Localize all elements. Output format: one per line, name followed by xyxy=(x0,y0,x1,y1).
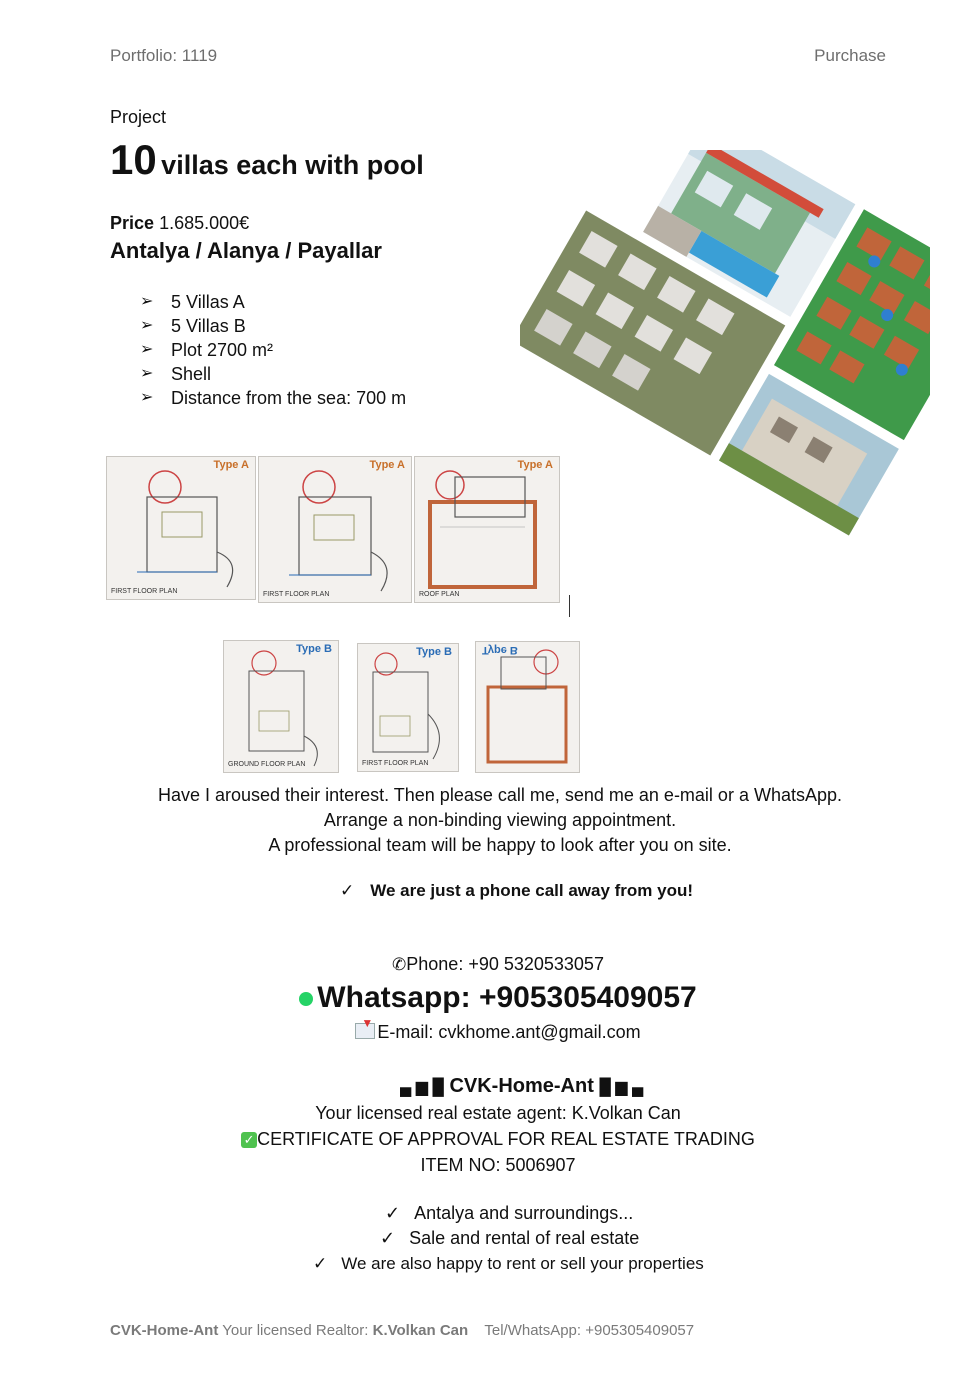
email-text[interactable]: E-mail: cvkhome.ant@gmail.com xyxy=(377,1022,641,1042)
email-icon: ▼ xyxy=(355,1023,375,1039)
plan-floor-label: ROOF PLAN xyxy=(419,591,460,598)
checkmark-icon: ✓ xyxy=(385,1203,401,1223)
arrow-bullet-icon: ➢ xyxy=(140,293,154,310)
interest-line-2: Arrange a non-binding viewing appointment. xyxy=(323,810,677,830)
footer xyxy=(110,1322,694,1339)
feature-item: ➢ Shell xyxy=(140,364,212,384)
floor-plan-drawing xyxy=(224,641,338,772)
floor-plan-drawing xyxy=(107,457,255,599)
title-number: 10 xyxy=(110,136,157,183)
service-item: ✓ We are also happy to rent or sell your properties xyxy=(313,1254,704,1273)
project-label: Project xyxy=(110,107,167,127)
phone-line xyxy=(0,954,980,975)
whatsapp-icon xyxy=(299,992,313,1006)
phone-text[interactable]: Phone: +90 5320533057 xyxy=(406,954,604,974)
interest-line-1: Have I aroused their interest. Then please call me, send me an e-mail or a WhatsApp. xyxy=(157,785,842,805)
price-value: 1.685.000€ xyxy=(159,213,250,233)
plan-type-label: Type B xyxy=(296,643,332,655)
portfolio-number: Portfolio: 1119 xyxy=(110,46,218,65)
certificate-line xyxy=(0,1129,980,1150)
feature-item: ➢ 5 Villas B xyxy=(140,316,246,336)
service-item: ✓ Antalya and surroundings... xyxy=(385,1203,634,1223)
price xyxy=(110,213,249,234)
plan-type-label: Type B xyxy=(416,646,452,658)
plan-floor-label: GROUND FLOOR PLAN xyxy=(228,761,306,768)
plan-type-label: Type A xyxy=(213,459,249,471)
title-text: villas each with pool xyxy=(161,150,424,180)
phone-icon: ✆ xyxy=(392,955,407,974)
agent-line: Your licensed real estate agent: K.Volkan Can xyxy=(315,1103,681,1123)
plan-type-label: Type A xyxy=(369,459,405,471)
whatsapp-text[interactable]: Whatsapp: +905305409057 xyxy=(317,981,697,1014)
footer-text: Your licensed Realtor: xyxy=(222,1322,369,1339)
page-title xyxy=(110,136,424,184)
service-item: ✓ Sale and rental of real estate xyxy=(380,1228,640,1248)
feature-list xyxy=(140,290,406,410)
feature-item: ➢ 5 Villas A xyxy=(140,292,245,312)
certificate-check-icon: ✓ xyxy=(241,1132,257,1148)
checkmark-icon: ✓ xyxy=(380,1228,396,1248)
floor-plan-b-3 xyxy=(475,641,580,773)
footer-tel: Tel/WhatsApp: +905305409057 xyxy=(484,1322,695,1339)
decorative-blocks-left: ▄ ▆ █ xyxy=(400,1079,444,1096)
floor-plan-b-2 xyxy=(357,643,459,772)
callout-text: We are just a phone call away from you! xyxy=(370,881,694,900)
plan-type-label: Type A xyxy=(517,459,553,471)
checkmark-icon: ✓ xyxy=(340,881,355,900)
decorative-blocks-right: █ ▆ ▄ xyxy=(599,1079,644,1096)
certificate-text: CERTIFICATE OF APPROVAL FOR REAL ESTATE TRADING xyxy=(257,1129,755,1149)
plan-floor-label: FIRST FLOOR PLAN xyxy=(362,760,429,767)
checkmark-icon: ✓ xyxy=(313,1254,328,1273)
floor-plan-b-1 xyxy=(223,640,339,773)
footer-brand: CVK-Home-Ant xyxy=(110,1322,219,1339)
floor-plan-drawing xyxy=(476,642,579,772)
text-cursor xyxy=(569,595,570,617)
arrow-bullet-icon: ➢ xyxy=(140,317,154,334)
floor-plan-a-1 xyxy=(106,456,256,600)
floor-plan-drawing xyxy=(259,457,411,602)
plan-type-label: Type B xyxy=(482,644,518,656)
interest-text xyxy=(0,783,980,858)
arrow-bullet-icon: ➢ xyxy=(140,389,154,406)
plan-floor-label: FIRST FLOOR PLAN xyxy=(111,588,178,595)
item-number: ITEM NO: 5006907 xyxy=(420,1155,576,1175)
whatsapp-line xyxy=(0,981,980,1015)
interest-line-3: A professional team will be happy to look after you on site. xyxy=(268,835,732,855)
agency-name xyxy=(400,1075,643,1098)
floor-plan-drawing xyxy=(358,644,458,771)
feature-item: ➢ Plot 2700 m² xyxy=(140,340,274,360)
price-label: Price xyxy=(110,213,155,233)
floor-plan-a-3 xyxy=(414,456,560,603)
footer-realtor: K.Volkan Can xyxy=(372,1322,469,1339)
feature-item: ➢ Distance from the sea: 700 m xyxy=(140,388,407,408)
agency-name-text: CVK-Home-Ant xyxy=(449,1075,594,1097)
floor-plan-a-2 xyxy=(258,456,412,603)
listing-type: Purchase xyxy=(814,46,886,65)
photo-collage xyxy=(517,150,930,570)
callout xyxy=(340,881,693,901)
arrow-bullet-icon: ➢ xyxy=(140,365,154,382)
floor-plan-drawing xyxy=(415,457,559,602)
arrow-bullet-icon: ➢ xyxy=(140,341,154,358)
email-line xyxy=(0,1016,980,1043)
location: Antalya / Alanya / Payallar xyxy=(110,238,382,263)
plan-floor-label: FIRST FLOOR PLAN xyxy=(263,591,330,598)
